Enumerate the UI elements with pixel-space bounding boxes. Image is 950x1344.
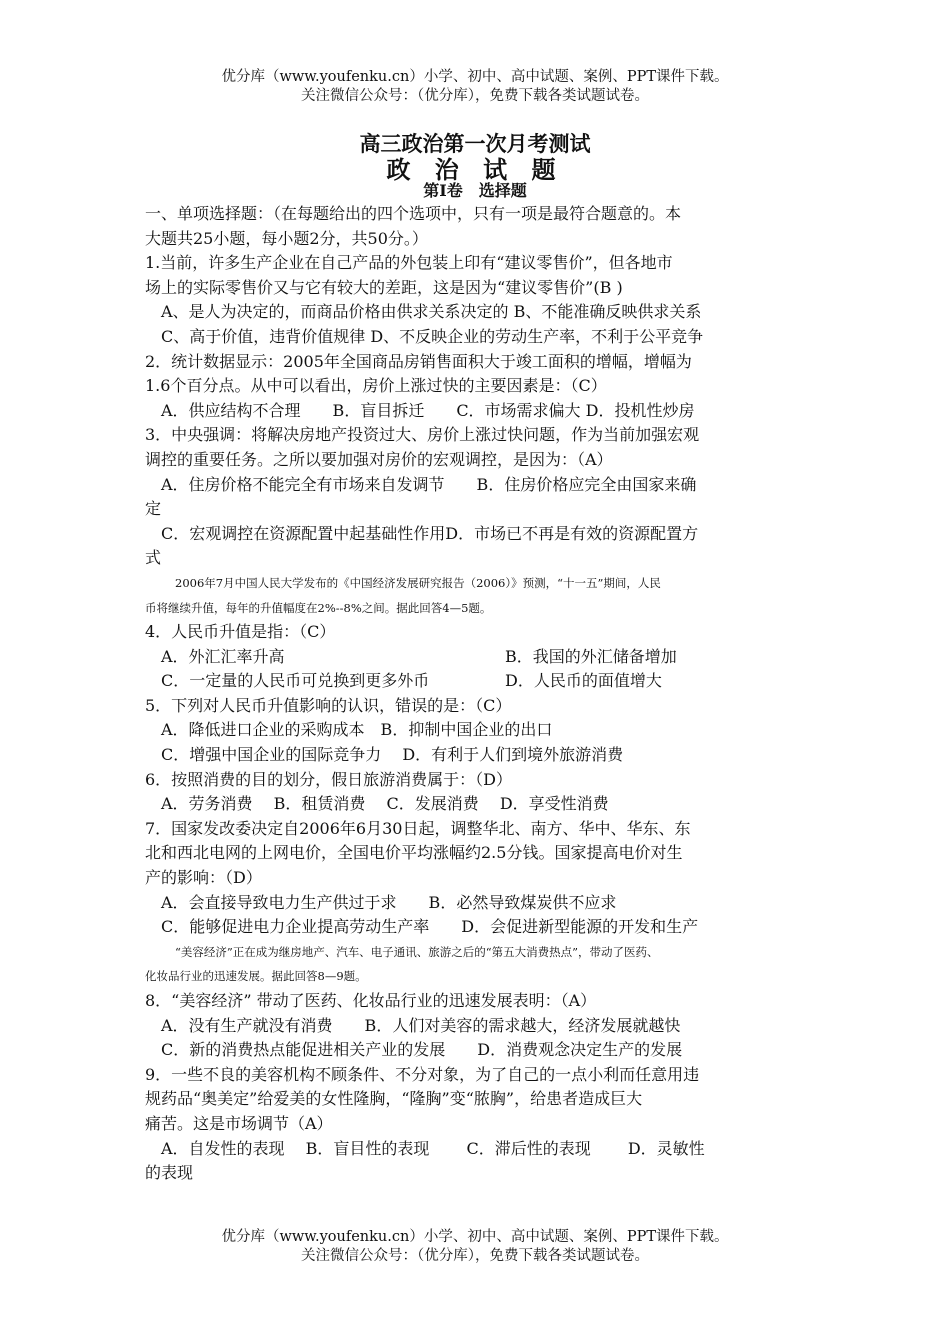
exam-title: 高三政治第一次月考测试	[359, 131, 591, 156]
question-option-row	[145, 669, 817, 694]
question-option: A．住房价格不能完全有市场来自发调节 B．住房价格应完全由国家来确	[161, 474, 697, 494]
question-stem: 9．一些不良的美容机构不顾条件、不分对象，为了自己的一点小利而任意用违	[145, 1064, 700, 1084]
note-line: 币将继续升值，每年的升值幅度在2%--8%之间。据此回答4—5题。	[145, 600, 492, 615]
question-2	[145, 350, 817, 424]
question-option: C．宏观调控在资源配置中起基础性作用D．市场已不再是有效的资源配置方	[161, 523, 699, 543]
question-stem: 7．国家发改委决定自2006年6月30日起，调整华北、南方、华中、华东、东	[145, 818, 691, 838]
question-option: A．劳务消费 B．租赁消费 C．发展消费 D．享受性消费	[161, 794, 609, 814]
page-header	[0, 68, 950, 106]
header-line-1: 优分库（www.youfenku.cn）小学、初中、高中试题、案例、PPT课件下载。	[221, 69, 729, 85]
question-stem: 调控的重要任务。之所以要加强对房价的宏观调控，是因为：（A）	[145, 449, 613, 469]
page-footer	[0, 1228, 950, 1266]
question-option: B．我国的外汇储备增加	[505, 646, 677, 666]
note-line: 化妆品行业的迅速发展。据此回答8—9题。	[145, 969, 367, 984]
note-line: “美容经济”正在成为继房地产、汽车、电子通讯、旅游之后的“第五大消费热点”，带动了医药、	[175, 944, 659, 959]
question-3	[145, 423, 817, 571]
question-stem: 6．按照消费的目的划分，假日旅游消费属于：（D）	[145, 769, 513, 789]
footer-line-1: 优分库（www.youfenku.cn）小学、初中、高中试题、案例、PPT课件下载。	[221, 1229, 729, 1245]
question-option: C．增强中国企业的国际竞争力 D．有利于人们到境外旅游消费	[161, 745, 624, 765]
header-line-2: 关注微信公众号：（优分库），免费下载各类试题试卷。	[301, 88, 649, 104]
question-option: C．新的消费热点能促进相关产业的发展 D．消费观念决定生产的发展	[161, 1040, 683, 1060]
question-stem: 痛苦。这是市场调节（A）	[145, 1113, 333, 1133]
question-option: D．人民币的面值增大	[505, 671, 662, 691]
question-option: A．没有生产就没有消费 B．人们对美容的需求越大，经济发展就越快	[161, 1015, 681, 1035]
question-5	[145, 694, 817, 768]
question-option: C．能够促进电力企业提高劳动生产率 D．会促进新型能源的开发和生产	[161, 917, 699, 937]
question-4	[145, 620, 817, 694]
question-stem: 场上的实际零售价又与它有较大的差距，这是因为“建议零售价”(B )	[145, 277, 623, 297]
question-stem: 规药品“奥美定”给爱美的女性隆胸，“隆胸”变“脓胸”，给患者造成巨大	[145, 1089, 643, 1109]
question-option: A．降低进口企业的采购成本 B．抑制中国企业的出口	[161, 720, 553, 740]
question-stem: 2．统计数据显示：2005年全国商品房销售面积大于竣工面积的增幅，增幅为	[145, 351, 692, 371]
question-stem: 1.当前，许多生产企业在自己产品的外包装上印有“建议零售价”，但各地市	[145, 253, 673, 273]
section-title: 第Ⅰ卷 选择题	[423, 181, 527, 200]
question-1	[145, 251, 817, 349]
note-line: 2006年7月中国人民大学发布的《中国经济发展研究报告（2006）》预测，“十一五”期间，人民	[175, 575, 661, 590]
question-8	[145, 989, 817, 1063]
material-note-2	[145, 940, 817, 989]
material-note-1	[145, 571, 817, 620]
question-option: A．自发性的表现 B．盲目性的表现 C．滞后性的表现 D．灵敏性	[161, 1138, 705, 1158]
question-option: A．外汇汇率升高	[161, 646, 285, 666]
question-stem: 8．“美容经济” 带动了医药、化妆品行业的迅速发展表明：（A）	[145, 991, 597, 1010]
question-stem: 产的影响：（D）	[145, 868, 262, 888]
question-stem: 3．中央强调：将解决房地产投资过大、房价上涨过快问题，作为当前加强宏观	[145, 425, 700, 445]
question-7	[145, 817, 817, 940]
question-stem: 4．人民币升值是指：（C）	[145, 622, 336, 642]
question-stem: 1.6个百分点。从中可以看出，房价上涨过快的主要因素是：（C）	[145, 376, 607, 396]
question-option: 定	[145, 499, 162, 519]
question-9	[145, 1063, 817, 1186]
question-stem: 北和西北电网的上网电价，全国电价平均涨幅约2.5分钱。国家提高电价对生	[145, 843, 683, 863]
intro-line: 大题共25小题，每小题2分，共50分。）	[145, 228, 428, 248]
question-option: 式	[145, 548, 162, 568]
question-option: C．一定量的人民币可兑换到更多外币	[161, 671, 430, 691]
question-option-row	[145, 645, 817, 670]
question-6	[145, 768, 817, 817]
question-stem: 5．下列对人民币升值影响的认识，错误的是：（C）	[145, 695, 512, 715]
footer-line-2: 关注微信公众号：（优分库），免费下载各类试题试卷。	[301, 1248, 649, 1264]
question-option: C、高于价值，违背价值规律 D、不反映企业的劳动生产率，不利于公平竞争	[161, 326, 704, 346]
question-option: 的表现	[145, 1163, 194, 1183]
question-option: A．会直接导致电力生产供过于求 B．必然导致煤炭供不应求	[161, 892, 617, 912]
exam-subtitle: 政 治 试 题	[386, 155, 564, 184]
intro-line: 一、单项选择题：（在每题给出的四个选项中，只有一项是最符合题意的。本	[145, 204, 682, 223]
question-option: A．供应结构不合理 B．盲目拆迁 C．市场需求偏大 D．投机性炒房	[161, 400, 695, 420]
question-option: A、是人为决定的，而商品价格由供求关系决定的 B、不能准确反映供求关系	[161, 302, 702, 322]
question-body	[145, 202, 817, 1186]
